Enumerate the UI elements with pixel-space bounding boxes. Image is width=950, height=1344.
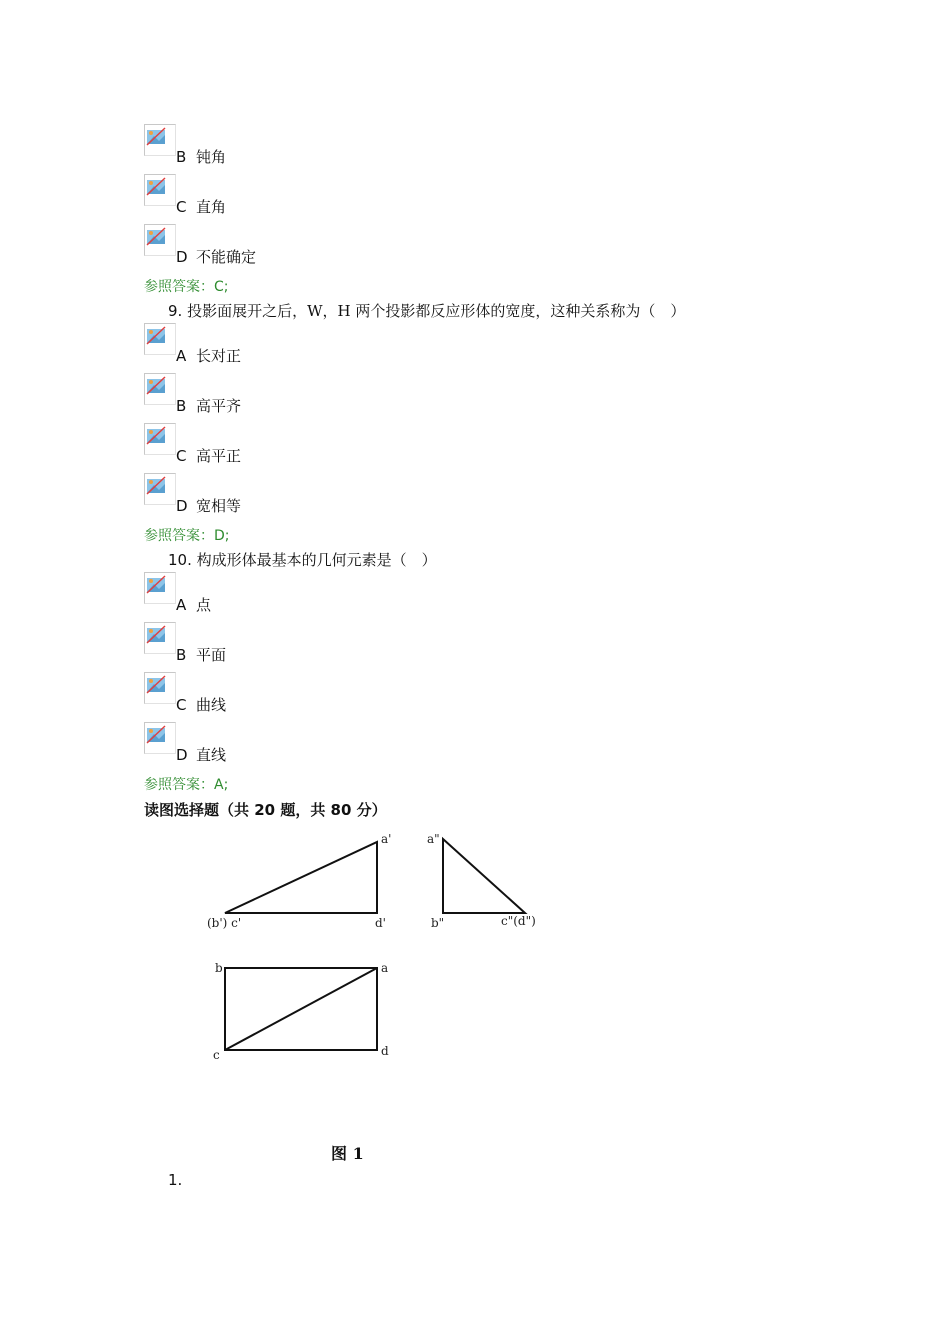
broken-image-icon [144, 323, 176, 355]
side-view-triangle [443, 839, 525, 913]
label-a-double-prime: a" [427, 832, 440, 846]
broken-image-icon [144, 572, 176, 604]
question-9: 9. 投影面展开之后，W，H 两个投影都反应形体的宽度，这种关系称为（ ） [168, 302, 686, 320]
question-10: 10. 构成形体最基本的几何元素是（ ） [168, 551, 437, 569]
option-c[interactable]: C 曲线 [176, 696, 227, 714]
label-a: a [381, 961, 389, 975]
option-d[interactable]: D 宽相等 [176, 497, 242, 515]
section-title: 读图选择题（共 20 题，共 80 分） [144, 801, 387, 819]
broken-image-icon [144, 423, 176, 455]
option-b[interactable]: B 钝角 [176, 148, 227, 166]
broken-image-icon [144, 224, 176, 256]
figure-caption: 图 1 [331, 1144, 364, 1163]
projection-figure [195, 825, 555, 1075]
label-d-prime: d' [375, 916, 386, 930]
answer-q8: 参照答案：C; [144, 279, 229, 295]
option-a[interactable]: A 点 [176, 596, 212, 614]
broken-image-icon [144, 672, 176, 704]
next-question-number: 1. [168, 1171, 183, 1189]
option-d[interactable]: D 直线 [176, 746, 227, 764]
label-c: c [213, 1048, 220, 1062]
option-d[interactable]: D 不能确定 [176, 248, 257, 266]
label-b-double-prime: b" [431, 916, 445, 930]
option-c[interactable]: C 高平正 [176, 447, 242, 465]
broken-image-icon [144, 373, 176, 405]
option-c[interactable]: C 直角 [176, 198, 227, 216]
answer-q9: 参照答案：D; [144, 528, 230, 544]
label-a-prime: a' [381, 832, 392, 846]
label-d: d [381, 1044, 389, 1058]
broken-image-icon [144, 174, 176, 206]
option-a[interactable]: A 长对正 [176, 347, 242, 365]
label-b: b [215, 961, 223, 975]
broken-image-icon [144, 722, 176, 754]
broken-image-icon [144, 473, 176, 505]
broken-image-icon [144, 622, 176, 654]
broken-image-icon [144, 124, 176, 156]
option-b[interactable]: B 高平齐 [176, 397, 242, 415]
option-b[interactable]: B 平面 [176, 646, 227, 664]
front-view-triangle [225, 842, 377, 913]
answer-q10: 参照答案：A; [144, 777, 229, 793]
label-b-c-prime: (b') c' [207, 916, 242, 930]
label-c-d-double-prime: c"(d") [501, 914, 536, 928]
top-view-diagonal [225, 968, 377, 1050]
